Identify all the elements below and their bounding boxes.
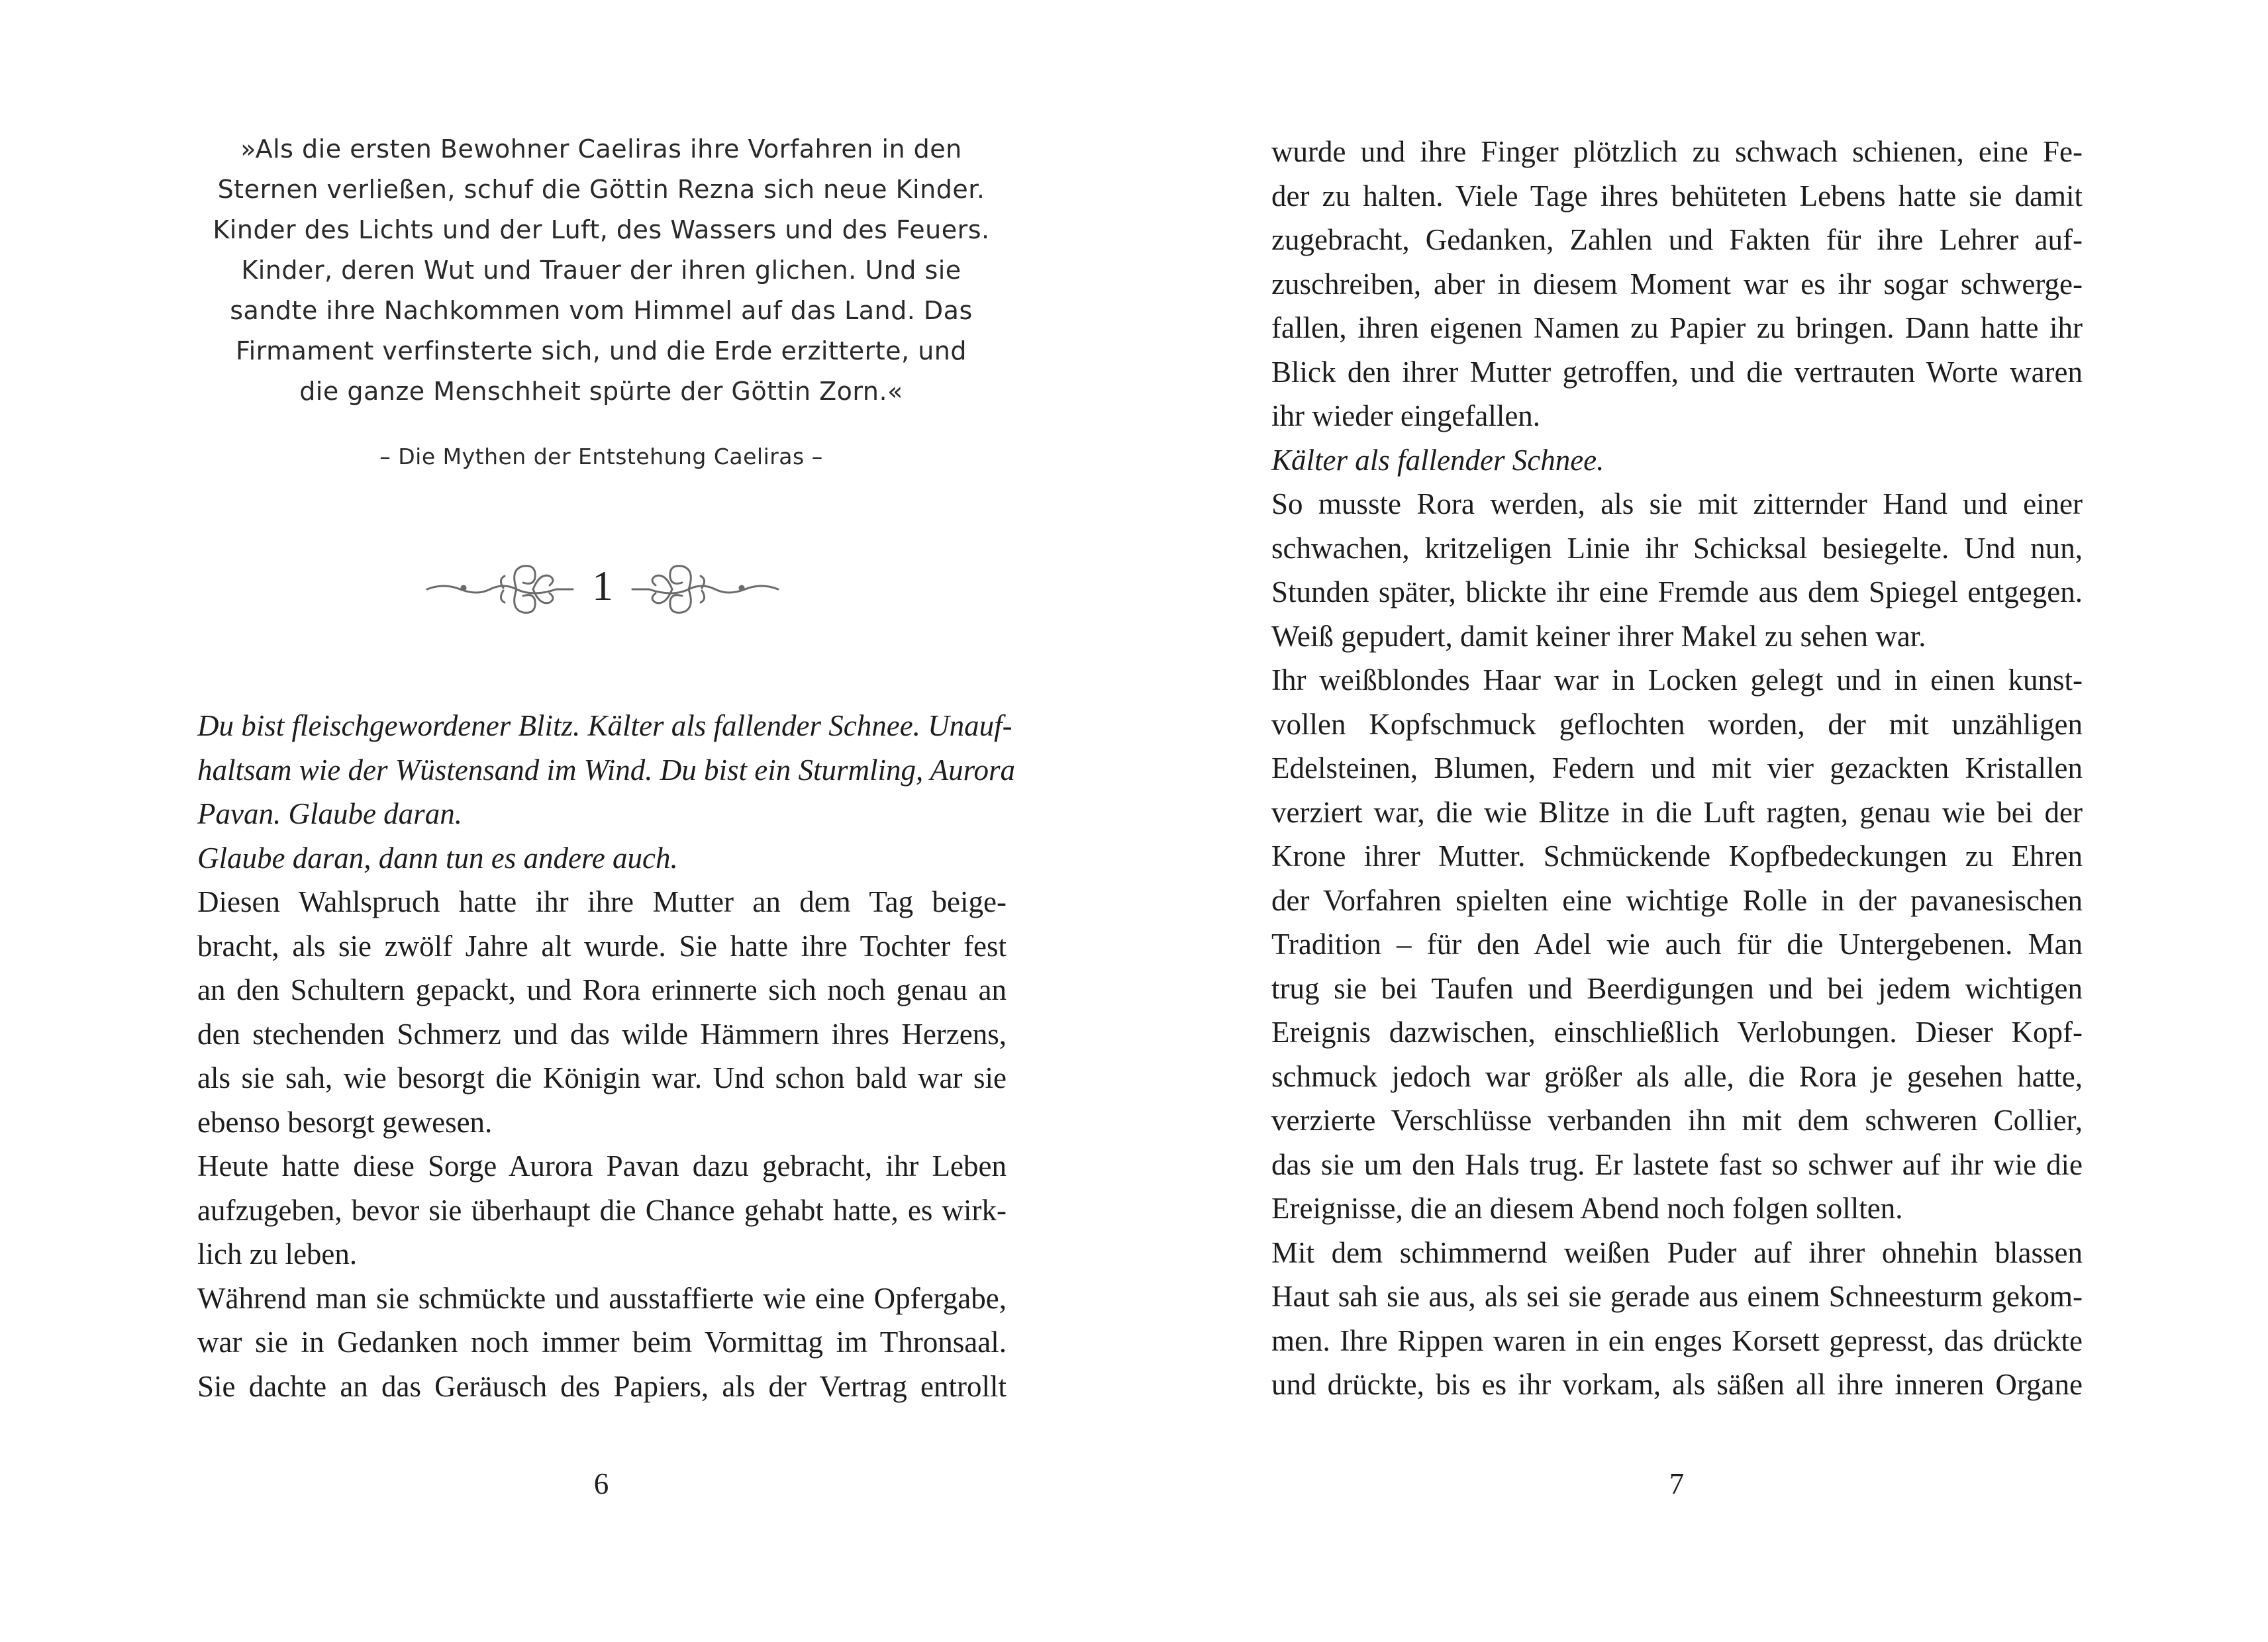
text-line: haltsam wie der Wüstensand im Wind. Du bist ein Sturmling, Aurora xyxy=(197,753,1016,787)
text-line: schwachen, kritzeligen Linie ihr Schicksal besiegelte. Und nun, xyxy=(1271,531,2083,565)
chapter-number: 1 xyxy=(592,562,613,609)
text-line: Blick den ihrer Mutter getroffen, und die vertrauten Worte waren xyxy=(1271,355,2083,389)
text-line: schmuck jedoch war größer als alle, die Rora je gesehen hatte, xyxy=(1271,1059,2083,1093)
ornament-right-icon xyxy=(629,556,781,622)
epigraph-source: – Die Mythen der Entstehung Caeliras – xyxy=(379,444,823,469)
text-line: den stechenden Schmerz und das wilde Hämmern ihres Herzens, xyxy=(197,1017,1007,1051)
text-line: der Vorfahren spielten eine wichtige Rolle in der pavanesischen xyxy=(1271,883,2083,917)
text-line: Ereignisse, die an diesem Abend noch folgen sollten. xyxy=(1271,1192,1903,1225)
text-line: aufzugeben, bevor sie überhaupt die Chance gehabt hatte, es wirk- xyxy=(197,1193,1007,1227)
text-line: Mit dem schimmernd weißen Puder auf ihrer ohnehin blassen xyxy=(1271,1235,2083,1269)
text-line: vollen Kopfschmuck geflochten worden, der mit unzähligen xyxy=(1271,707,2083,741)
text-line: Haut sah sie aus, als sei sie gerade aus einem Schneesturm gekom- xyxy=(1271,1280,2083,1313)
epigraph-line: sandte ihre Nachkommen vom Himmel auf das Land. Das xyxy=(230,296,973,325)
text-line: Sie dachte an das Geräusch des Papiers, als der Vertrag entrollt xyxy=(197,1369,1007,1403)
text-line: Ereignis dazwischen, einschließlich Verlobungen. Dieser Kopf- xyxy=(1271,1016,2083,1049)
text-line: lich zu leben. xyxy=(197,1237,358,1271)
text-line: trug sie bei Taufen und Beerdigungen und bei jedem wichtigen xyxy=(1271,971,2083,1005)
text-line: Weiß gepudert, damit keiner ihrer Makel zu sehen war. xyxy=(1271,619,1926,653)
text-line: ebenso besorgt gewesen. xyxy=(197,1105,493,1139)
text-line: Diesen Wahlspruch hatte ihr ihre Mutter an dem Tag beige- xyxy=(197,885,1007,918)
epigraph-line: die ganze Menschheit spürte der Göttin Zorn.« xyxy=(299,377,903,406)
text-line: war sie in Gedanken noch immer beim Vormittag im Thronsaal. xyxy=(197,1326,1007,1359)
text-line: Glaube daran, dann tun es andere auch. xyxy=(197,841,678,875)
text-line: Krone ihrer Mutter. Schmückende Kopfbedeckungen zu Ehren xyxy=(1271,840,2083,873)
page-number-left: 6 xyxy=(593,1467,609,1500)
text-line: bracht, als sie zwölf Jahre alt wurde. Sie hatte ihre Tochter fest xyxy=(197,929,1007,963)
text-line: Tradition – für den Adel wie auch für die Untergebenen. Man xyxy=(1271,928,2083,961)
text-line: und drückte, bis es ihr vorkam, als säßen all ihre inneren Organe xyxy=(1271,1368,2083,1401)
text-line: an den Schultern gepackt, und Rora erinnerte sich noch genau an xyxy=(197,973,1007,1006)
text-line: Stunden später, blickte ihr eine Fremde aus dem Spiegel entgegen. xyxy=(1271,575,2083,608)
text-line: ihr wieder eingefallen. xyxy=(1271,399,1541,432)
chapter-heading xyxy=(424,543,781,636)
text-line: fallen, ihren eigenen Namen zu Papier zu bringen. Dann hatte ihr xyxy=(1271,311,2083,344)
epigraph-line: Sternen verließen, schuf die Göttin Rezna sich neue Kinder. xyxy=(217,175,985,204)
right-page-body xyxy=(1271,130,2083,1407)
epigraph-line: »Als die ersten Bewohner Caeliras ihre Vorfahren in den xyxy=(240,134,962,164)
epigraph-line: Kinder des Lichts und der Luft, des Wassers und des Feuers. xyxy=(213,215,990,244)
ornament-left-icon xyxy=(424,556,576,622)
text-line: verzierte Verschlüsse verbanden ihn mit dem schweren Collier, xyxy=(1271,1104,2083,1137)
text-line: So musste Rora werden, als sie mit zitternder Hand und einer xyxy=(1271,487,2083,520)
text-line: wurde und ihre Finger plötzlich zu schwach schienen, eine Fe- xyxy=(1271,135,2083,168)
text-line: zuschreiben, aber in diesem Moment war es ihr sogar schwerge- xyxy=(1271,267,2083,301)
text-line: das sie um den Hals trug. Er lastete fast so schwer auf ihr wie die xyxy=(1271,1147,2083,1181)
text-line: men. Ihre Rippen waren in ein enges Korsett gepresst, das drückte xyxy=(1271,1324,2083,1357)
epigraph-line: Firmament verfinsterte sich, und die Erde erzitterte, und xyxy=(235,336,967,365)
page-number-right: 7 xyxy=(1669,1467,1685,1500)
text-line: der zu halten. Viele Tage ihres behüteten Lebens hatte sie damit xyxy=(1271,179,2083,213)
text-line: Heute hatte diese Sorge Aurora Pavan dazu gebracht, ihr Leben xyxy=(197,1149,1007,1183)
text-line: Während man sie schmückte und ausstaffierte wie eine Opfergabe, xyxy=(197,1281,1007,1315)
text-line: Kälter als fallender Schnee. xyxy=(1271,443,1604,477)
text-line: Du bist fleischgewordener Blitz. Kälter als fallender Schnee. Unauf- xyxy=(197,709,1012,742)
text-line: Edelsteinen, Blumen, Federn und mit vier gezackten Kristallen xyxy=(1271,751,2083,785)
text-line: zugebracht, Gedanken, Zahlen und Fakten für ihre Lehrer auf- xyxy=(1271,223,2083,256)
text-line: Pavan. Glaube daran. xyxy=(197,797,462,830)
text-line: verziert war, die wie Blitze in die Luft ragten, genau wie bei der xyxy=(1271,795,2083,829)
left-page-body xyxy=(197,704,1016,1408)
text-line: Ihr weißblondes Haar war in Locken gelegt und in einen kunst- xyxy=(1271,663,2083,697)
text-line: als sie sah, wie besorgt die Königin war. Und schon bald war sie xyxy=(197,1061,1007,1094)
epigraph xyxy=(197,129,1005,412)
epigraph-line: Kinder, deren Wut und Trauer der ihren glichen. Und sie xyxy=(241,256,961,285)
